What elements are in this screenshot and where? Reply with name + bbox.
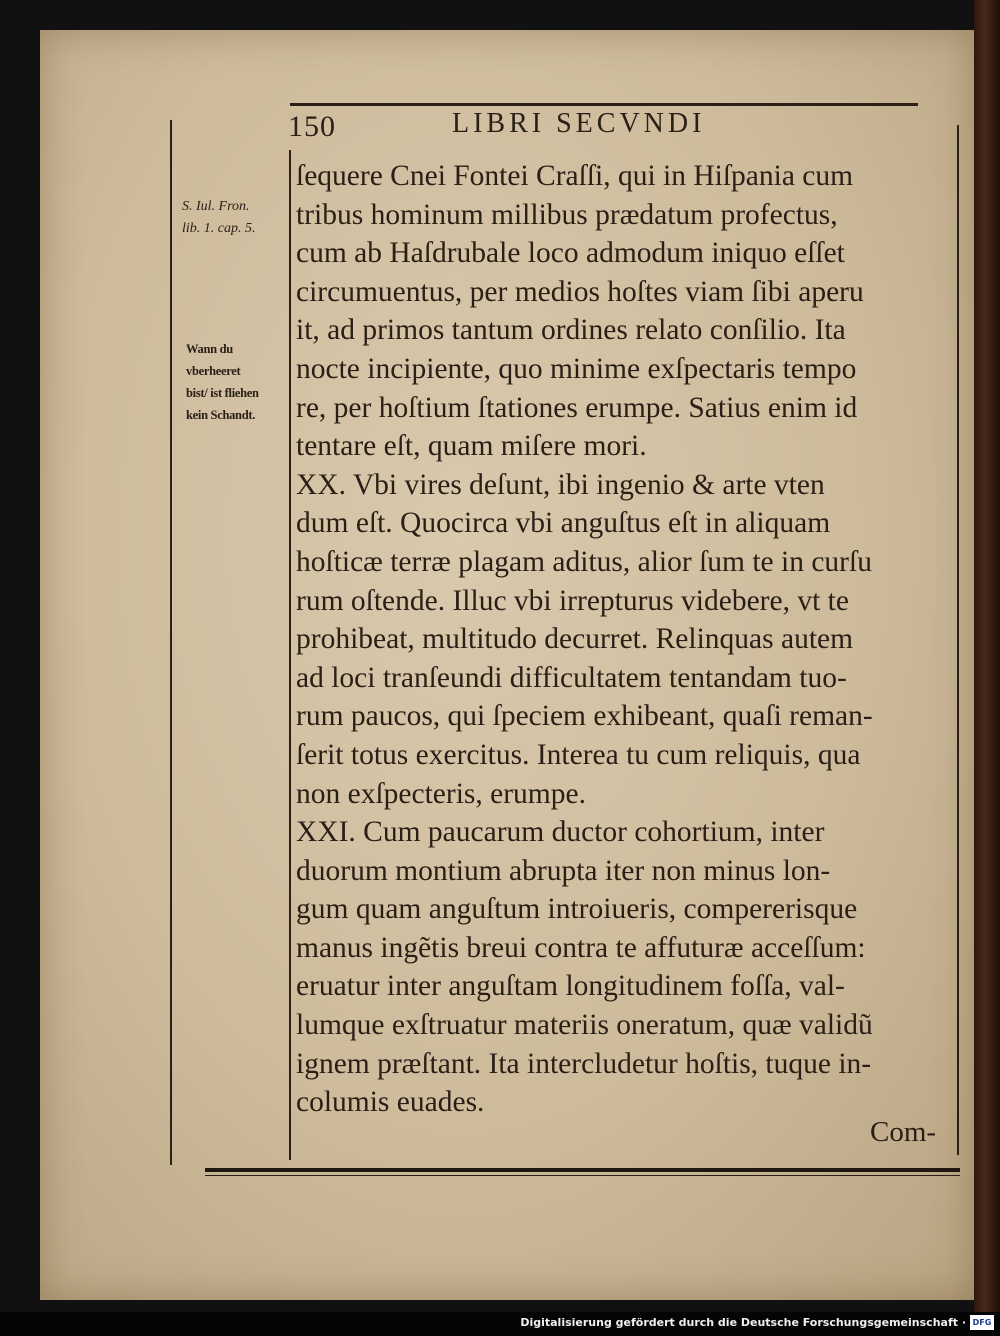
text-line: columis euades. [296,1086,485,1119]
header-rule [290,103,918,106]
text-line: XX. Vbi vires deſunt, ibi ingenio & arte vten [296,468,825,501]
text-line: prohibeat, multitudo decurret. Relinquas autem [296,623,854,656]
text-line: eruatur inter anguſtam longitudinem foſſa, val- [296,970,845,1003]
dfg-logo-icon: DFG [970,1315,994,1330]
text-line: gum quam anguſtum introiueris, compererisque [296,893,858,926]
margin-column-rule [289,150,291,1160]
text-line: tribus hominum millibus prædatum profectus, [296,198,838,231]
text-line: manus ingẽtis breui contra te affuturæ acceſſum: [296,931,866,964]
text-line: it, ad primos tantum ordines relato conſilio. Ita [296,314,846,347]
text-line: ignem præſtant. Ita intercludetur hoſtis, tuque in- [296,1047,872,1080]
text-line: re, per hoſtium ſtationes erumpe. Satius enim id [296,391,858,424]
footer-rule-thin [205,1175,960,1176]
text-line: hoſticæ terræ plagam aditus, alior ſum te in curſu [296,545,872,578]
text-line: rum oſtende. Illuc vbi irrepturus videbere, vt te [296,584,849,617]
text-line: cum ab Haſdrubale loco admodum iniquo eſſet [296,237,845,270]
text-line: tentare eſt, quam miſere mori. [296,430,647,463]
text-line: ad loci tranſeundi difficultatem tentandam tuo- [296,661,847,694]
text-line: rum paucos, qui ſpeciem exhibeant, quaſi reman- [296,700,873,733]
text-line: nocte incipiente, quo minime exſpectaris tempo [296,352,857,385]
text-line: ſequere Cnei Fontei Craſſi, qui in Hiſpania cum [296,160,854,192]
text-line: ſerit totus exercitus. Interea tu cum reliquis, qua [296,738,861,771]
footer-rule [205,1168,960,1172]
page-number: 150 [288,110,336,143]
right-frame-rule [957,125,959,1155]
text-line: circumuentus, per medios hoſtes viam ſibi aperu [296,275,864,308]
text-line: duorum montium abrupta iter non minus lon- [296,854,831,887]
left-frame-rule [170,120,172,1165]
digitization-footer [0,1312,1000,1336]
catchword: Com- [870,1116,937,1148]
book-binding-edge [974,0,1000,1312]
margin-note-citation: S. Iul. Fron. lib. 1. cap. 5. [182,199,256,236]
text-line: non exſpecteris, erumpe. [296,777,586,810]
text-line: dum eſt. Quocirca vbi anguſtus eſt in aliquam [296,507,831,540]
margin-note-german: Wann du vberheeret bist/ ist fliehen kein Schandt. [186,342,259,422]
text-line: XXI. Cum paucarum ductor cohortium, inter [296,816,825,849]
footer-credit-text: Digitalisierung gefördert durch die Deutsche Forschungsgemeinschaft · [520,1316,966,1329]
text-line: lumque exſtruatur materiis oneratum, quæ validũ [296,1009,873,1042]
main-text-block [296,157,946,1122]
running-head: LIBRI SECVNDI [452,108,706,139]
